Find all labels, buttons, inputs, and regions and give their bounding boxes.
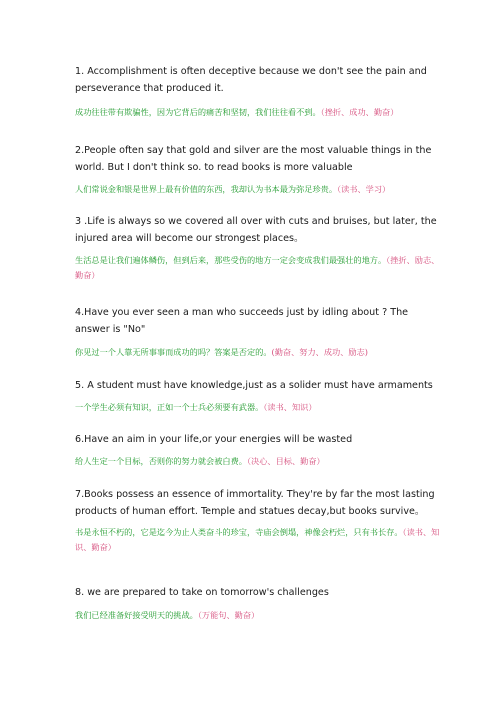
quote-english: 6.Have an aim in your life,or your energies will be wasted	[75, 434, 353, 445]
quote-translation: 书是永恒不朽的，它是迄今为止人类奋斗的珍宝，寺庙会倒塌，神像会朽烂，只有书长存。	[75, 527, 403, 537]
quote-english: 5. A student must have knowledge,just as a solider must have armaments	[75, 380, 433, 391]
quote-chinese	[75, 345, 440, 360]
quote-tags: （读书、知识）	[263, 401, 317, 412]
quote-item-3	[75, 214, 440, 283]
quote-translation: 生活总是让我们遍体鳞伤，但到后来，那些受伤的地方一定会变成我们最强壮的地方。	[75, 255, 387, 265]
quote-item-4	[75, 305, 440, 360]
quote-chinese	[75, 525, 440, 555]
quote-translation: 给人生定一个目标，否则你的努力就会被白费。	[75, 455, 247, 466]
quote-tags: （读书、知识、勤奋）	[75, 527, 440, 552]
quote-item-8	[75, 585, 440, 623]
quote-translation: 一个学生必须有知识，正如一个士兵必须要有武器。	[75, 401, 264, 412]
quote-item-1	[75, 64, 440, 120]
quote-item-6	[75, 432, 440, 469]
quote-chinese	[75, 253, 440, 283]
quote-english: 8. we are prepared to take on tomorrow's challenges	[75, 587, 329, 598]
quote-tags: (勤奋、努力、成功、励志)	[271, 347, 368, 357]
quote-item-7	[75, 487, 440, 555]
quote-chinese	[75, 608, 440, 623]
quote-chinese	[75, 182, 440, 197]
quote-translation: 我们已经准备好接受明天的挑战。	[75, 609, 198, 620]
quote-chinese	[75, 454, 440, 469]
quote-translation: 人们常说金和银是世界上最有价值的东西，我却认为书本最为弥足珍贵。	[75, 184, 338, 194]
quote-tags: （挫折、励志、勤奋）	[75, 255, 440, 280]
quote-item-2	[75, 143, 440, 197]
quote-tags: （决心、目标、勤奋）	[246, 455, 325, 466]
quote-chinese	[75, 400, 440, 415]
quote-chinese	[75, 105, 440, 120]
quote-translation: 成功往往带有欺骗性，因为它背后的痛苦和坚韧，我们往往看不到。	[75, 107, 321, 117]
quote-english: 7.Books possess an essence of immortality. They're by far the most lasting products of human effort. Temple and statues decay,but books survive。	[75, 489, 435, 517]
quote-tags: （读书、学习）	[337, 184, 391, 194]
quote-english: 1. Accomplishment is often deceptive because we don't see the pain and perseverance that produced it.	[75, 66, 427, 94]
quote-translation: 你见过一个人靠无所事事而成功的吗？答案是否定的。	[75, 347, 272, 357]
quote-english: 4.Have you ever seen a man who succeeds just by idling about ? The answer is "No"	[75, 307, 409, 335]
quote-tags: （挫折、成功、勤奋）	[320, 107, 399, 117]
quote-tags: （万能句、勤奋）	[197, 609, 260, 620]
quote-english: 2.People often say that gold and silver are the most valuable things in the world. But I don't think so. to read books is more valuable	[75, 145, 432, 173]
quote-english: 3 .Life is always so we covered all over with cuts and bruises, but later, the injured area will become our strongest places。	[75, 216, 437, 244]
quote-item-5	[75, 378, 440, 415]
